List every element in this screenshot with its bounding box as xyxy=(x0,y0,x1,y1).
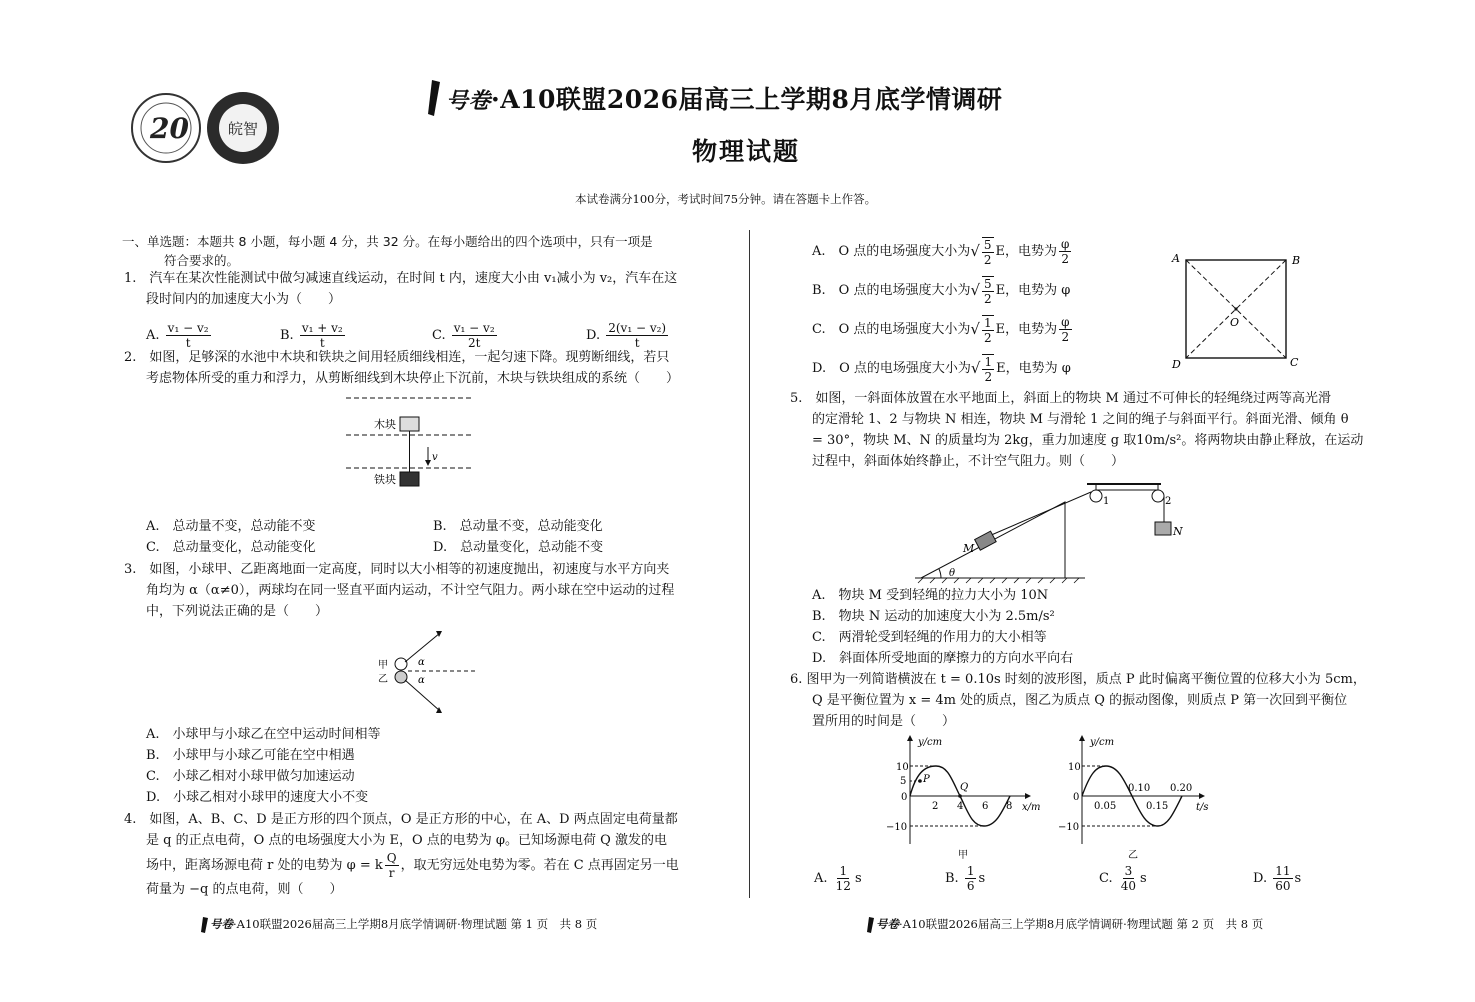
svg-text:乙: 乙 xyxy=(378,674,388,685)
svg-text:y/cm: y/cm xyxy=(918,737,943,748)
svg-text:5: 5 xyxy=(900,776,907,787)
svg-text:M: M xyxy=(963,542,975,555)
q3-option-a: A. 小球甲与小球乙在空中运动时间相等 xyxy=(146,727,381,742)
svg-text:乙: 乙 xyxy=(1128,850,1138,861)
q4-options xyxy=(812,232,1112,388)
svg-text:A: A xyxy=(1172,252,1180,265)
q5-options xyxy=(812,585,1372,669)
svg-text:0.15: 0.15 xyxy=(1146,801,1169,812)
svg-text:10: 10 xyxy=(896,762,909,773)
svg-text:B: B xyxy=(1292,254,1301,267)
svg-text:木块: 木块 xyxy=(374,418,396,431)
svg-text:α: α xyxy=(418,675,425,686)
header-brand-mark xyxy=(424,78,446,122)
footer-left: 号卷·A10联盟2026届高三上学期8月底学情调研·物理试题 第 1 页 共 8 页 xyxy=(200,916,597,934)
svg-text:θ: θ xyxy=(949,568,956,579)
q2-figure xyxy=(340,392,480,496)
svg-text:x/m: x/m xyxy=(1022,802,1041,813)
svg-text:−10: −10 xyxy=(1058,822,1080,833)
q2-option-b: B. 总动量不变，总动能变化 xyxy=(433,519,603,534)
q2-option-d: D. 总动量变化，总动能不变 xyxy=(433,540,604,555)
question-4: 4. 如图，A、B、C、D 是正方形的四个顶点，O 是正方形的中心，在 A、D 两点固定电荷量都 是 q 的正点电荷，O 点的电场强度大小为 E，O 点的电势为 φ。已知场源电荷 Q 激发的电 场中，距离场源电荷 r 处的电势为 φ = k $\frac{Q}{r}$ ，取无穷远处电势为零。若在 C 点再固定另一电 荷量为 −q 的点电荷，则（ ） xyxy=(124,812,679,897)
logo-wanzhi-seal xyxy=(205,90,281,166)
svg-text:D: D xyxy=(1172,358,1181,371)
q6-option-c: C. $\frac{3}{40}$ s xyxy=(1099,864,1147,893)
exam-title: 号卷·A10联盟2026届高三上学期8月底学情调研 xyxy=(446,85,1003,114)
svg-text:0.05: 0.05 xyxy=(1094,801,1117,812)
q1-line1: 1. 汽车在某次性能测试中做匀减速直线运动，在时间 t 内，速度大小由 v₁减小为 v₂，汽车在这 xyxy=(124,271,678,286)
q6-vibration-graph-yi xyxy=(1052,730,1222,872)
q4-option-b: B. O 点的电场强度大小为 √ $\frac{5}{2}$ E，电势为 φ xyxy=(812,276,1071,306)
svg-text:−10: −10 xyxy=(886,822,908,833)
logo-a10-seal xyxy=(130,92,202,164)
q2-option-c: C. 总动量变化，总动能变化 xyxy=(146,540,316,555)
exam-note: 本试卷满分100分，考试时间75分钟。请在答题卡上作答。 xyxy=(575,192,877,206)
q1-line2: 段时间内的加速度大小为（ ） xyxy=(146,292,342,307)
svg-text:1: 1 xyxy=(1103,496,1110,507)
svg-text:铁块: 铁块 xyxy=(374,473,396,486)
svg-text:甲: 甲 xyxy=(958,850,968,861)
svg-text:皖智: 皖智 xyxy=(227,120,259,138)
svg-text:10: 10 xyxy=(1068,762,1081,773)
q1-option-d: D. $\frac{\text{2(v₁ − v₂)}}{t}$ xyxy=(586,321,667,350)
subject-title: 物理试题 xyxy=(692,137,801,166)
svg-text:0.20: 0.20 xyxy=(1170,783,1193,794)
svg-text:0.10: 0.10 xyxy=(1128,783,1151,794)
svg-text:6: 6 xyxy=(982,801,989,812)
q3-option-c: C. 小球乙相对小球甲做匀加速运动 xyxy=(146,769,355,784)
q3-figure xyxy=(372,625,482,724)
q4-option-c: C. O 点的电场强度大小为 √ $\frac{1}{2}$ E，电势为 $\frac{\varphi}{2}$ xyxy=(812,315,1070,345)
q6-option-d: D. $\frac{11}{60}$ s xyxy=(1253,864,1302,893)
svg-text:2: 2 xyxy=(1165,496,1172,507)
q4-option-d: D. O 点的电场强度大小为 √ $\frac{1}{2}$ E，电势为 φ xyxy=(812,354,1071,384)
svg-text:20: 20 xyxy=(150,112,189,145)
q3-options xyxy=(146,724,706,808)
question-1 xyxy=(124,268,714,310)
q6-option-a: A. $\frac{1}{12}$ s xyxy=(814,864,862,893)
svg-text:4: 4 xyxy=(957,801,964,812)
question-3: 3. 如图，小球甲、乙距离地面一定高度，同时以大小相等的初速度抛出，初速度与水平方向夹 角均为 α（α≠0），两球均在同一竖直平面内运动，不计空气阻力。两小球在空中运动的过程 中，下列说法正确的是（ ） xyxy=(124,562,675,619)
q6-options xyxy=(814,864,1314,898)
q5-option-c: C. 两滑轮受到轻绳的作用力的大小相等 xyxy=(812,630,1047,645)
q5-incline-figure xyxy=(915,478,1185,588)
column-divider xyxy=(749,230,750,898)
q3-option-d: D. 小球乙相对小球甲的速度大小不变 xyxy=(146,790,369,805)
q5-option-b: B. 物块 N 运动的加速度大小为 2.5m/s² xyxy=(812,609,1055,624)
q3-option-b: B. 小球甲与小球乙可能在空中相遇 xyxy=(146,748,355,763)
question-6: 6. 图甲为一列简谐横波在 t = 0.10s 时刻的波形图，质点 P 此时偏离平衡位置的位移大小为 5cm， Q 是平衡位置为 x = 4m 处的质点，图乙为质点 Q 的振动图像，则质点 P 第一次回到平衡位 置所用的时间是（ ） xyxy=(790,672,1366,729)
q4-square-figure xyxy=(1168,250,1308,376)
svg-text:O: O xyxy=(1230,316,1240,329)
q2-option-a: A. 总动量不变，总动能不变 xyxy=(146,519,316,534)
svg-text:8: 8 xyxy=(1006,801,1013,812)
q4-option-a: A. O 点的电场强度大小为 √ $\frac{5}{2}$ E，电势为 $\frac{\varphi}{2}$ xyxy=(812,237,1070,267)
section-heading: 一、单选题：本题共 8 小题，每小题 4 分，共 32 分。在每小题给出的四个选项中，只有一项是 符合要求的。 xyxy=(122,234,653,268)
q2-options xyxy=(146,517,706,557)
q5-option-d: D. 斜面体所受地面的摩擦力的方向水平向右 xyxy=(812,651,1074,666)
svg-text:t/s: t/s xyxy=(1196,802,1209,813)
q1-option-a: A. $\frac{\text{v₁ − v₂}}{t}$ xyxy=(146,321,209,350)
svg-text:C: C xyxy=(1290,356,1299,369)
q5-option-a: A. 物块 M 受到轻绳的拉力大小为 10N xyxy=(812,588,1049,603)
svg-text:甲: 甲 xyxy=(378,660,388,671)
q1-options xyxy=(146,313,706,350)
svg-text:α: α xyxy=(418,657,425,668)
svg-text:0: 0 xyxy=(901,792,908,803)
svg-text:y/cm: y/cm xyxy=(1090,737,1115,748)
q1-option-b: B. $\frac{\text{v₁ + v₂}}{t}$ xyxy=(280,321,343,350)
svg-text:2: 2 xyxy=(932,801,939,812)
q6-option-b: B. $\frac{1}{6}$ s xyxy=(945,864,986,893)
q6-wave-graph-jia xyxy=(880,730,1050,872)
q1-option-c: C. $\frac{\text{v₁ − v₂}}{2t}$ xyxy=(432,321,495,350)
svg-text:N: N xyxy=(1173,525,1183,538)
question-5: 5. 如图，一斜面体放置在水平地面上，斜面上的物块 M 通过不可伸长的轻绳绕过两等高光滑 的定滑轮 1、2 与物块 N 相连，物块 M 与滑轮 1 之间的绳子与斜面平行。斜面光滑、倾角 θ = 30°，物块 M、N 的质量均为 2kg，重力加速度 g 取10m/s²。将两物块由静止释放，在运动 过程中，斜面体始终静止，不计空气阻力。则（ ） xyxy=(790,391,1364,469)
svg-text:Q: Q xyxy=(960,782,969,793)
svg-text:v: v xyxy=(432,452,438,463)
svg-text:P: P xyxy=(923,774,930,785)
footer-right: 号卷·A10联盟2026届高三上学期8月底学情调研·物理试题 第 2 页 共 8 页 xyxy=(866,916,1263,934)
svg-text:0: 0 xyxy=(1073,792,1080,803)
question-2: 2. 如图，足够深的水池中木块和铁块之间用轻质细线相连，一起匀速下降。现剪断细线，若只 考虑物体所受的重力和浮力，从剪断细线到木块停止下沉前，木块与铁块组成的系统（ ） xyxy=(124,350,680,386)
